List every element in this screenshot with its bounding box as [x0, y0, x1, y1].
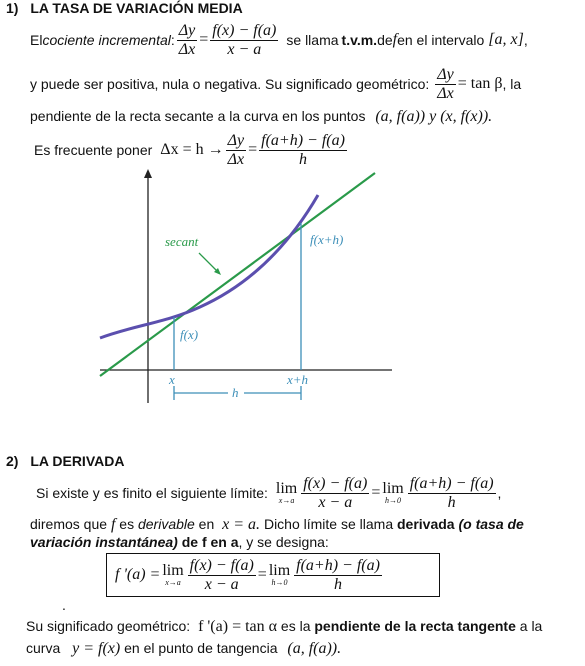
fprime-a: f '(a) = [115, 566, 161, 583]
equals-sign: = [371, 484, 381, 501]
text-el: El [30, 32, 43, 48]
lim-x-a-boxed [162, 563, 183, 587]
boxed-den-1: x − a [204, 575, 239, 593]
interval-ax: [a, x] [488, 31, 524, 48]
secant-label: secant [165, 234, 199, 249]
lim-text: lim [382, 480, 404, 497]
x-eq-a: x = a. [222, 516, 261, 533]
delta-y: Δy [227, 131, 245, 149]
instantaneous-line [30, 534, 329, 550]
section1-title: LA TASA DE VARIACIÓN MEDIA [30, 0, 243, 16]
boxed-den-2: h [334, 575, 343, 593]
points-text: (a, f(a)) y (x, f(x)). [375, 108, 493, 125]
x-label: x [169, 372, 175, 387]
text-geometric: y puede ser positiva, nula o negativa. Su significado geométrico: [30, 76, 430, 92]
equals-sign: = [257, 566, 267, 583]
boxed-fraction-2 [294, 557, 382, 594]
lim-h-0-boxed [269, 563, 290, 587]
h-numerator: f(a+h) − f(a) [261, 131, 345, 149]
lim-text: lim [162, 562, 184, 579]
equals-sign: = [248, 141, 258, 158]
curve-equation: y = f(x) [72, 640, 121, 657]
equals-sign: = [199, 31, 209, 48]
text-su-significado: Su significado geométrico: [26, 618, 191, 634]
de-f-en-a-text: de f en a [177, 534, 239, 550]
lim-text: lim [268, 562, 291, 579]
text-pendiente-secante: pendiente de la recta secante a la curva en los puntos [30, 108, 366, 124]
delta-y: Δy [178, 21, 196, 39]
deriv-fraction-1 [301, 475, 369, 512]
text-a-la: a la [515, 618, 543, 634]
variacion-instantanea-text: variación instantánea) [30, 534, 178, 550]
fxh-label: f(x+h) [310, 232, 344, 247]
tan-beta: = tan β [457, 75, 503, 92]
f-var: f [392, 31, 398, 48]
deriv-fraction-2 [408, 475, 496, 512]
y-axis-arrow [144, 169, 152, 178]
lim-x-a [276, 481, 297, 505]
deriv-num-1: f(x) − f(a) [303, 474, 368, 492]
h-label: h [232, 385, 239, 400]
text-colon: : [170, 32, 175, 48]
fx-label: f(x) [180, 327, 199, 342]
boxed-fraction-1 [188, 557, 256, 594]
delta-x: Δx [227, 150, 245, 168]
h-fraction [259, 132, 347, 169]
text-es: es [115, 516, 138, 532]
tangent-meaning-line [26, 618, 542, 636]
curve-fx [100, 195, 318, 338]
text-interval: en el intervalo [397, 32, 485, 48]
tasa-text: (o tasa de [458, 516, 524, 532]
lim-sub: h→0 [385, 496, 402, 505]
lim-sub: h→0 [271, 578, 288, 587]
h-notation-line [34, 130, 349, 170]
text-de: de [377, 32, 393, 48]
section2-number: 2) [6, 453, 19, 469]
derivative-formula-box [106, 553, 440, 597]
stray-dot: . [62, 597, 66, 613]
text-dicho: Dicho límite se llama [260, 516, 397, 532]
delta-y: Δy [437, 65, 454, 83]
deriv-den-2: h [447, 493, 456, 511]
secant-line [100, 173, 375, 376]
section1-heading [6, 0, 243, 16]
text-si-existe: Si existe y es finito el siguiente límite: [36, 485, 268, 501]
derivable-text: derivable [137, 516, 195, 532]
tvm-definition-line [30, 22, 528, 58]
tangency-point: (a, f(a)). [287, 640, 342, 657]
text-se-designa: , y se designa: [238, 534, 329, 550]
text-comma: , [497, 485, 502, 501]
tvm-abbrev: t.v.m. [341, 32, 378, 48]
text-se-llama: se llama [286, 32, 339, 48]
tvm-numerator: f(x) − f(a) [212, 21, 277, 39]
cociente-incremental-text: cociente incremental [42, 32, 171, 48]
text-es-la: es la [277, 618, 315, 634]
lim-text: lim [275, 480, 298, 497]
dx-eq-h: Δx = h → [160, 141, 224, 158]
secant-graph [0, 165, 400, 410]
tangency-line [26, 640, 341, 658]
fprime-tan-alpha: f '(a) = tan α [198, 618, 278, 635]
h-denominator: h [299, 150, 308, 168]
text-diremos: diremos que [30, 516, 111, 532]
pendiente-tangente-text: pendiente de la recta tangente [314, 618, 516, 634]
derivable-line [30, 516, 524, 534]
deriv-den-1: x − a [318, 493, 353, 511]
derivada-text: derivada [397, 516, 455, 532]
secant-slope-line [30, 108, 492, 126]
geometric-meaning-line [30, 64, 521, 104]
delta-x: Δx [178, 40, 196, 58]
xh-label: x+h [287, 372, 309, 387]
lim-sub: x→a [278, 496, 295, 505]
tvm-denominator: x − a [227, 40, 262, 58]
boxed-num-1: f(x) − f(a) [189, 556, 254, 574]
text-es-frecuente: Es frecuente poner [34, 142, 153, 158]
delta-fraction-2 [435, 66, 456, 103]
text-curva: curva [26, 640, 61, 656]
limit-definition-line [36, 471, 501, 515]
delta-fraction-3 [226, 132, 247, 169]
text-la: , la [502, 76, 522, 92]
lim-sub: x→a [165, 578, 181, 587]
text-comma: , [523, 32, 528, 48]
f-var: f [110, 516, 116, 533]
deriv-num-2: f(a+h) − f(a) [409, 474, 494, 492]
tvm-fraction [210, 22, 278, 59]
section1-number: 1) [6, 0, 19, 16]
text-en: en [194, 516, 219, 532]
delta-fraction [177, 22, 198, 59]
boxed-num-2: f(a+h) − f(a) [296, 556, 380, 574]
text-punto-tangencia: en el punto de tangencia [120, 640, 278, 656]
lim-h-0 [382, 481, 403, 505]
delta-x: Δx [437, 84, 454, 102]
section2-title: LA DERIVADA [30, 453, 125, 469]
section2-heading [6, 453, 124, 469]
